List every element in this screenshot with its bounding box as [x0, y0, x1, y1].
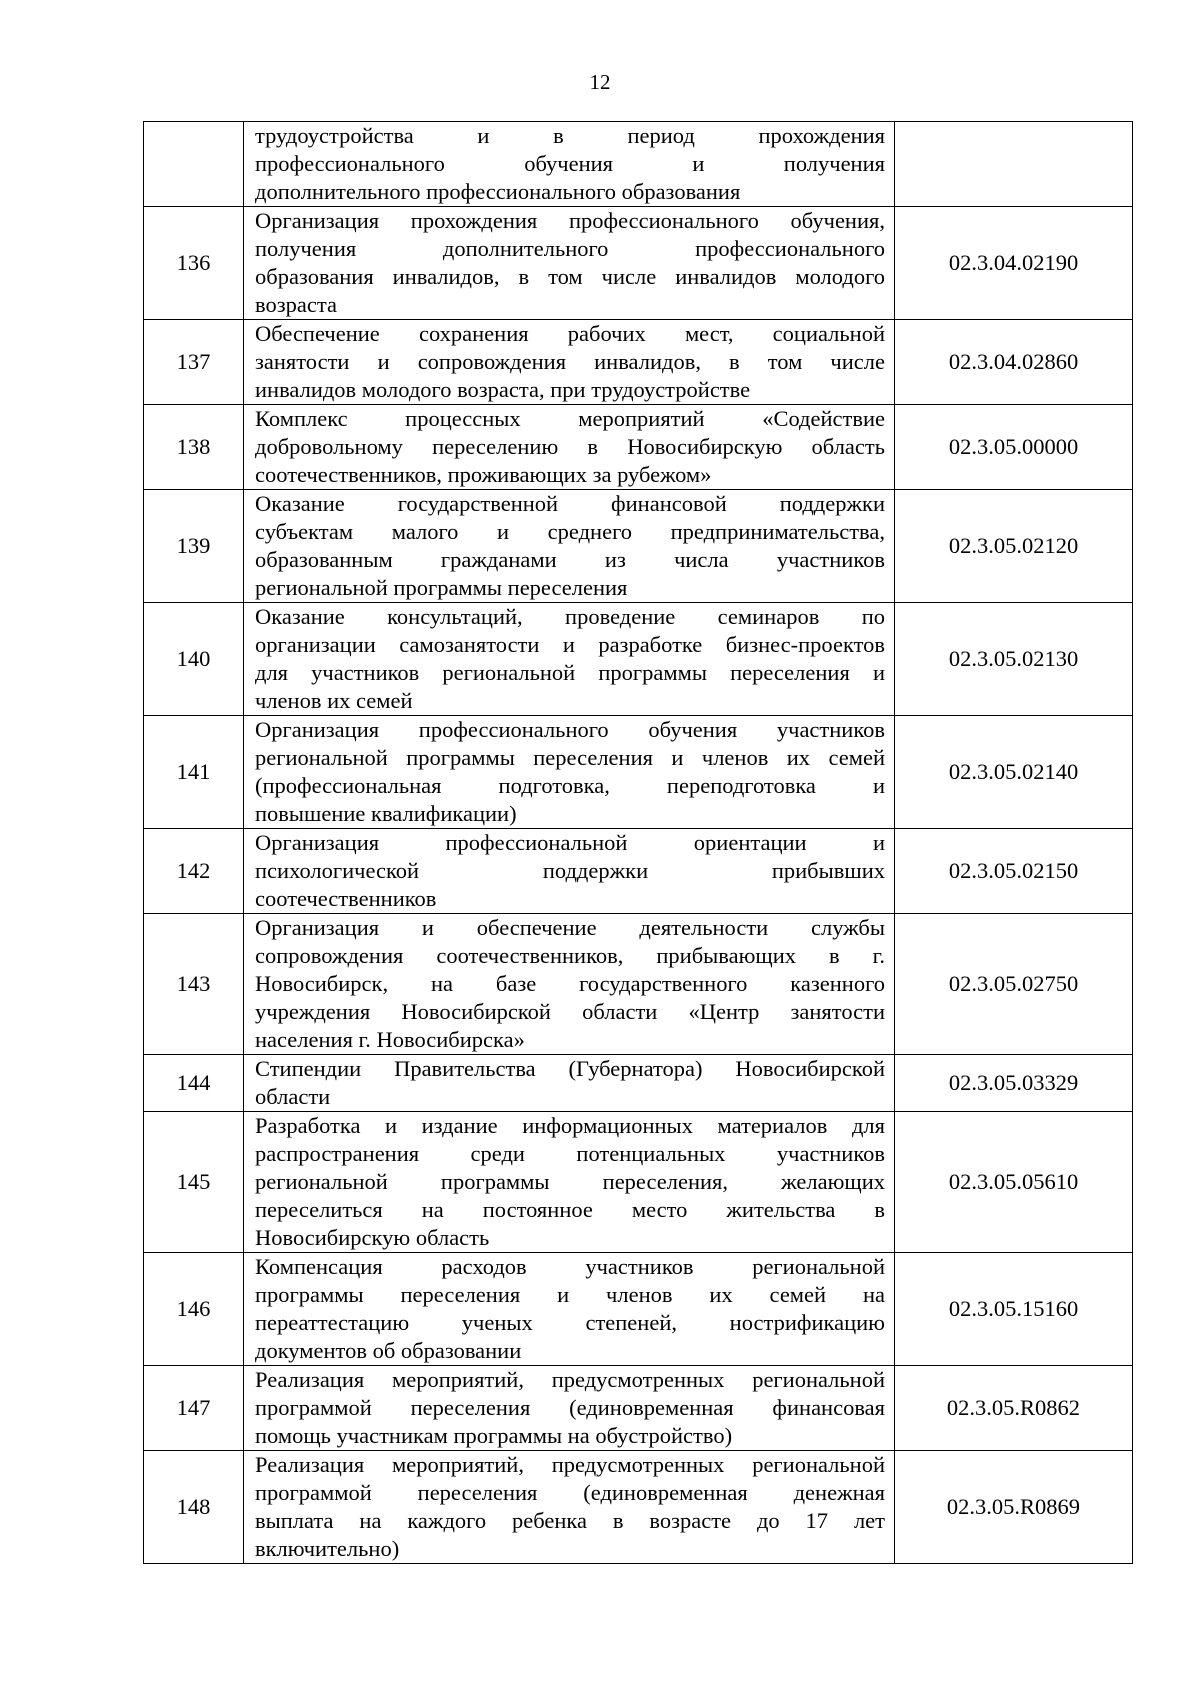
description-line: Разработка и издание информационных материалов для: [255, 1113, 885, 1138]
row-number-cell: 144: [144, 1055, 244, 1112]
row-number-cell: 145: [144, 1112, 244, 1253]
description-line: организации самозанятости и разработке бизнес-проектов: [255, 632, 885, 657]
description-line: распространения среди потенциальных участников: [255, 1141, 885, 1166]
description-line: возраста: [255, 292, 337, 317]
table-row: [144, 603, 1133, 716]
row-description-cell: [244, 207, 895, 320]
description-line: программы переселения и членов их семей на: [255, 1282, 885, 1307]
table-row: [144, 1253, 1133, 1366]
description-line: (профессиональная подготовка, переподготовка и: [255, 773, 885, 798]
description-line: переаттестацию ученых степеней, нострификацию: [255, 1310, 885, 1335]
description-line: Стипендии Правительства (Губернатора) Новосибирской: [255, 1056, 885, 1081]
row-code-cell: 02.3.05.02140: [895, 716, 1133, 829]
description-line: населения г. Новосибирска»: [255, 1027, 525, 1052]
description-line: сопровождения соотечественников, прибывающих в г.: [255, 943, 885, 968]
row-code-cell: 02.3.05.05610: [895, 1112, 1133, 1253]
description-line: Реализация мероприятий, предусмотренных региональной: [255, 1452, 885, 1477]
table-row: [144, 1055, 1133, 1112]
description-line: соотечественников: [255, 886, 437, 911]
row-code-cell: 02.3.05.02130: [895, 603, 1133, 716]
row-description-cell: [244, 603, 895, 716]
row-description-cell: [244, 1253, 895, 1366]
description-line: программой переселения (единовременная финансовая: [255, 1395, 885, 1420]
row-number-cell: 146: [144, 1253, 244, 1366]
table-row: [144, 490, 1133, 603]
row-number-cell: 140: [144, 603, 244, 716]
description-line: включительно): [255, 1536, 400, 1561]
description-line: членов их семей: [255, 688, 413, 713]
row-number-cell: 138: [144, 405, 244, 490]
row-number-cell: 139: [144, 490, 244, 603]
table-row: [144, 1366, 1133, 1451]
row-code-cell: 02.3.04.02860: [895, 320, 1133, 405]
row-code-cell: 02.3.05.02150: [895, 829, 1133, 914]
description-line: Комплекс процессных мероприятий «Содействие: [255, 406, 885, 431]
table-row: [144, 829, 1133, 914]
row-number-cell: 141: [144, 716, 244, 829]
row-code-cell: 02.3.04.02190: [895, 207, 1133, 320]
table-row: [144, 405, 1133, 490]
table-row: [144, 320, 1133, 405]
row-number-cell: 137: [144, 320, 244, 405]
row-description-cell: [244, 1055, 895, 1112]
description-line: выплата на каждого ребенка в возрасте до 17 лет: [255, 1508, 885, 1533]
description-line: Реализация мероприятий, предусмотренных региональной: [255, 1367, 885, 1392]
description-line: Новосибирскую область: [255, 1225, 490, 1250]
description-line: региональной программы переселения и членов их семей: [255, 745, 885, 770]
row-description-cell: [244, 829, 895, 914]
row-number-cell: 147: [144, 1366, 244, 1451]
row-code-cell: 02.3.05.R0862: [895, 1366, 1133, 1451]
row-code-cell: [895, 122, 1133, 207]
description-line: дополнительного профессионального образования: [255, 179, 741, 204]
description-line: переселиться на постоянное место жительства в: [255, 1197, 885, 1222]
row-description-cell: [244, 405, 895, 490]
description-line: программой переселения (единовременная денежная: [255, 1480, 885, 1505]
table-row: [144, 716, 1133, 829]
row-description-cell: [244, 1451, 895, 1564]
budget-classification-table: [143, 121, 1133, 1564]
description-line: области: [255, 1084, 331, 1109]
description-line: Организация и обеспечение деятельности службы: [255, 915, 885, 940]
table-body: [144, 122, 1133, 1564]
description-line: субъектам малого и среднего предпринимательства,: [255, 519, 885, 544]
description-line: Организация прохождения профессионального обучения,: [255, 208, 885, 233]
row-description-cell: [244, 716, 895, 829]
row-description-cell: [244, 320, 895, 405]
row-code-cell: 02.3.05.00000: [895, 405, 1133, 490]
description-line: Организация профессиональной ориентации и: [255, 830, 885, 855]
description-line: трудоустройства и в период прохождения: [255, 123, 885, 148]
description-line: региональной программы переселения: [255, 575, 628, 600]
description-line: учреждения Новосибирской области «Центр занятости: [255, 999, 885, 1024]
row-code-cell: 02.3.05.03329: [895, 1055, 1133, 1112]
description-line: Компенсация расходов участников региональной: [255, 1254, 885, 1279]
row-code-cell: 02.3.05.02120: [895, 490, 1133, 603]
row-code-cell: 02.3.05.R0869: [895, 1451, 1133, 1564]
description-line: Обеспечение сохранения рабочих мест, социальной: [255, 321, 885, 346]
row-number-cell: 136: [144, 207, 244, 320]
table-row: [144, 207, 1133, 320]
row-description-cell: [244, 1112, 895, 1253]
row-description-cell: [244, 490, 895, 603]
description-line: Оказание государственной финансовой поддержки: [255, 491, 885, 516]
description-line: занятости и сопровождения инвалидов, в том числе: [255, 349, 885, 374]
row-number-cell: [144, 122, 244, 207]
table-row: [144, 1112, 1133, 1253]
row-description-cell: [244, 914, 895, 1055]
table-row: [144, 1451, 1133, 1564]
description-line: добровольному переселению в Новосибирскую область: [255, 434, 885, 459]
description-line: Организация профессионального обучения участников: [255, 717, 885, 742]
description-line: региональной программы переселения, желающих: [255, 1169, 885, 1194]
description-line: помощь участникам программы на обустройство): [255, 1423, 733, 1448]
description-line: Оказание консультаций, проведение семинаров по: [255, 604, 885, 629]
row-number-cell: 148: [144, 1451, 244, 1564]
description-line: повышение квалификации): [255, 801, 517, 826]
row-number-cell: 143: [144, 914, 244, 1055]
table-row: [144, 122, 1133, 207]
description-line: психологической поддержки прибывших: [255, 858, 885, 883]
row-number-cell: 142: [144, 829, 244, 914]
description-line: для участников региональной программы переселения и: [255, 660, 885, 685]
row-description-cell: [244, 122, 895, 207]
description-line: образованным гражданами из числа участников: [255, 547, 885, 572]
description-line: образования инвалидов, в том числе инвалидов молодого: [255, 264, 885, 289]
description-line: Новосибирск, на базе государственного казенного: [255, 971, 885, 996]
table-row: [144, 914, 1133, 1055]
row-code-cell: 02.3.05.02750: [895, 914, 1133, 1055]
description-line: инвалидов молодого возраста, при трудоустройстве: [255, 377, 751, 402]
description-line: соотечественников, проживающих за рубежом»: [255, 462, 712, 487]
description-line: профессионального обучения и получения: [255, 151, 885, 176]
row-description-cell: [244, 1366, 895, 1451]
description-line: получения дополнительного профессионального: [255, 236, 885, 261]
row-code-cell: 02.3.05.15160: [895, 1253, 1133, 1366]
page-number: 12: [589, 70, 611, 94]
description-line: документов об образовании: [255, 1338, 522, 1363]
